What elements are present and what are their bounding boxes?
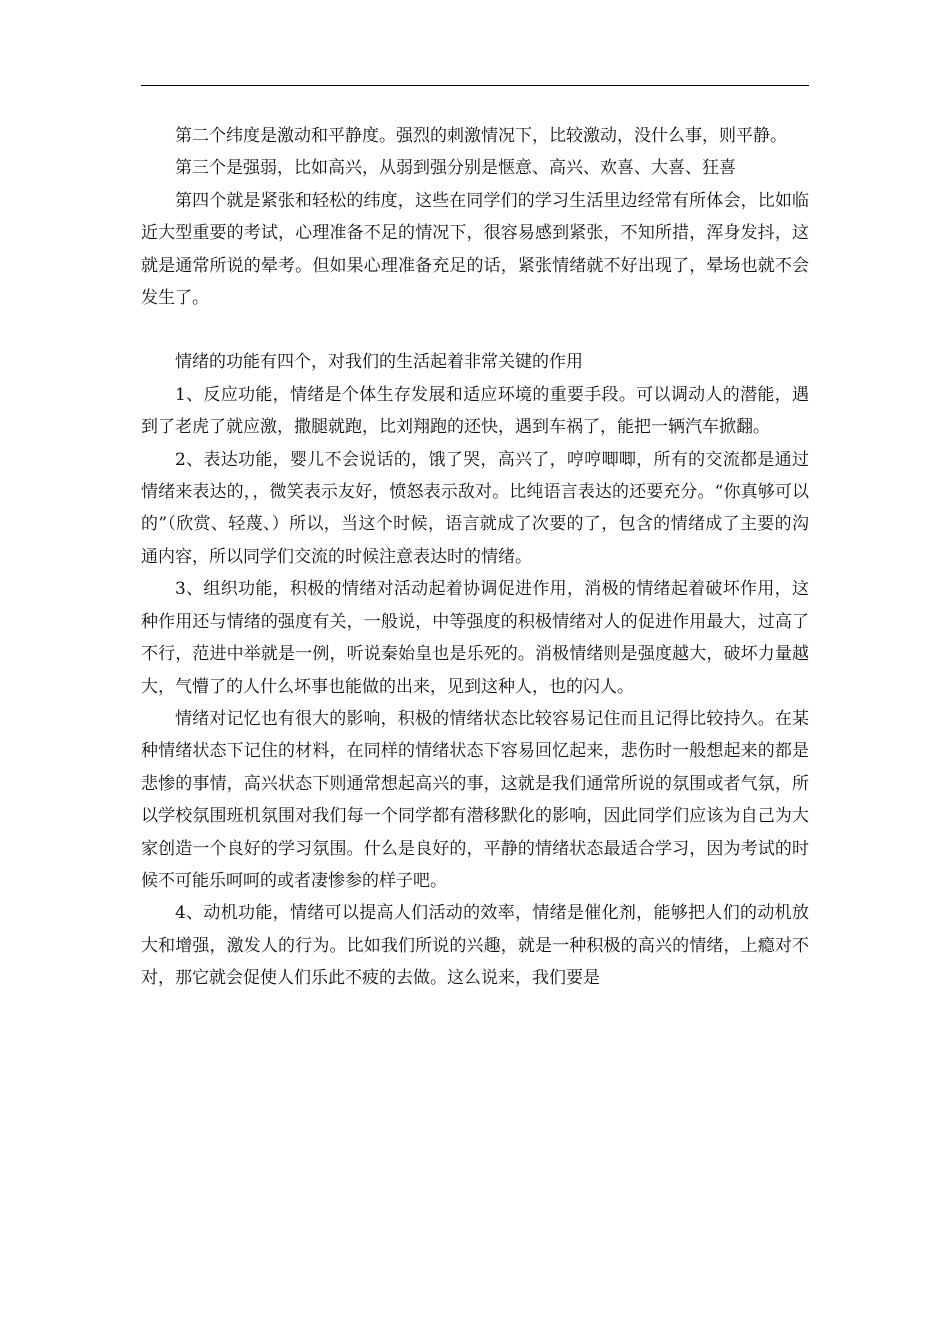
document-body (141, 120, 809, 995)
paragraph-arousal-dimension: 第二个纬度是激动和平静度。强烈的刺激情况下，比较激动，没什么事，则平静。 (175, 126, 787, 146)
paragraph-memory-effect: 情绪对记忆也有很大的影响，积极的情绪状态比较容易记住而且记得比较持久。在某种情绪状态下记住的材料，在同样的情绪状态下容易回忆起来，悲伤时一般想起来的都是悲惨的事情，高兴状态下则通常想起高兴的事，这就是我们通常所说的氛围或者气氛，所以学校氛围班机氛围对我们每一个同学都有潜移默化的影响，因此同学们应该为自己为大家创造一个良好的学习氛围。什么是良好的，平静的情绪状态最适合学习，因为考试的时候不可能乐呵呵的或者凄惨参的样子吧。 (141, 708, 809, 891)
paragraph-function-expression: 2、表达功能，婴儿不会说话的，饿了哭，高兴了，哼哼唧唧，所有的交流都是通过情绪来表达的，，微笑表示友好，愤怒表示敌对。比纯语言表达的还要充分。“你真够可以的”（欣赏、轻蔑、）所以，当这个时候，语言就成了次要的了，包含的情绪成了主要的沟通内容，所以同学们交流的时候注意表达时的情绪。 (141, 449, 809, 567)
paragraph-function-organization: 3、组织功能，积极的情绪对活动起着协调促进作用，消极的情绪起着破坏作用，这种作用还与情绪的强度有关，一般说，中等强度的积极情绪对人的促进作用最大，过高了不行，范进中举就是一例，听说秦始皇也是乐死的。消极情绪则是强度越大，破坏力量越大，气懵了的人什么坏事也能做的出来，见到这种人，也的闪人。 (141, 579, 809, 697)
paragraph-function-reaction: 1、反应功能，情绪是个体生存发展和适应环境的重要手段。可以调动人的潜能，遇到了老虎了就应激，撒腿就跑，比刘翔跑的还快，遇到车祸了，能把一辆汽车掀翻。 (141, 384, 809, 438)
header-rule (141, 85, 809, 86)
paragraph-functions-intro: 情绪的功能有四个，对我们的生活起着非常关键的作用 (175, 352, 583, 373)
paragraph-tension-dimension: 第四个就是紧张和轻松的纬度，这些在同学们的学习生活里边经常有所体会，比如临近大型重要的考试，心理准备不足的情况下，很容易感到紧张，不知所措，浑身发抖，这就是通常所说的晕考。但如果心理准备充足的话，紧张情绪就不好出现了，晕场也就不会发生了。 (141, 190, 809, 309)
paragraph-function-motivation: 4、动机功能，情绪可以提高人们活动的效率，情绪是催化剂，能够把人们的动机放大和增强，激发人的行为。比如我们所说的兴趣，就是一种积极的高兴的情绪，上瘾对不对，那它就会促使人们乐此不疲的去做。这么说来，我们要是 (141, 903, 809, 989)
paragraph-spacer (141, 314, 809, 346)
paragraph-intensity-dimension: 第三个是强弱，比如高兴，从弱到强分别是惬意、高兴、欢喜、大喜、狂喜 (175, 158, 736, 179)
